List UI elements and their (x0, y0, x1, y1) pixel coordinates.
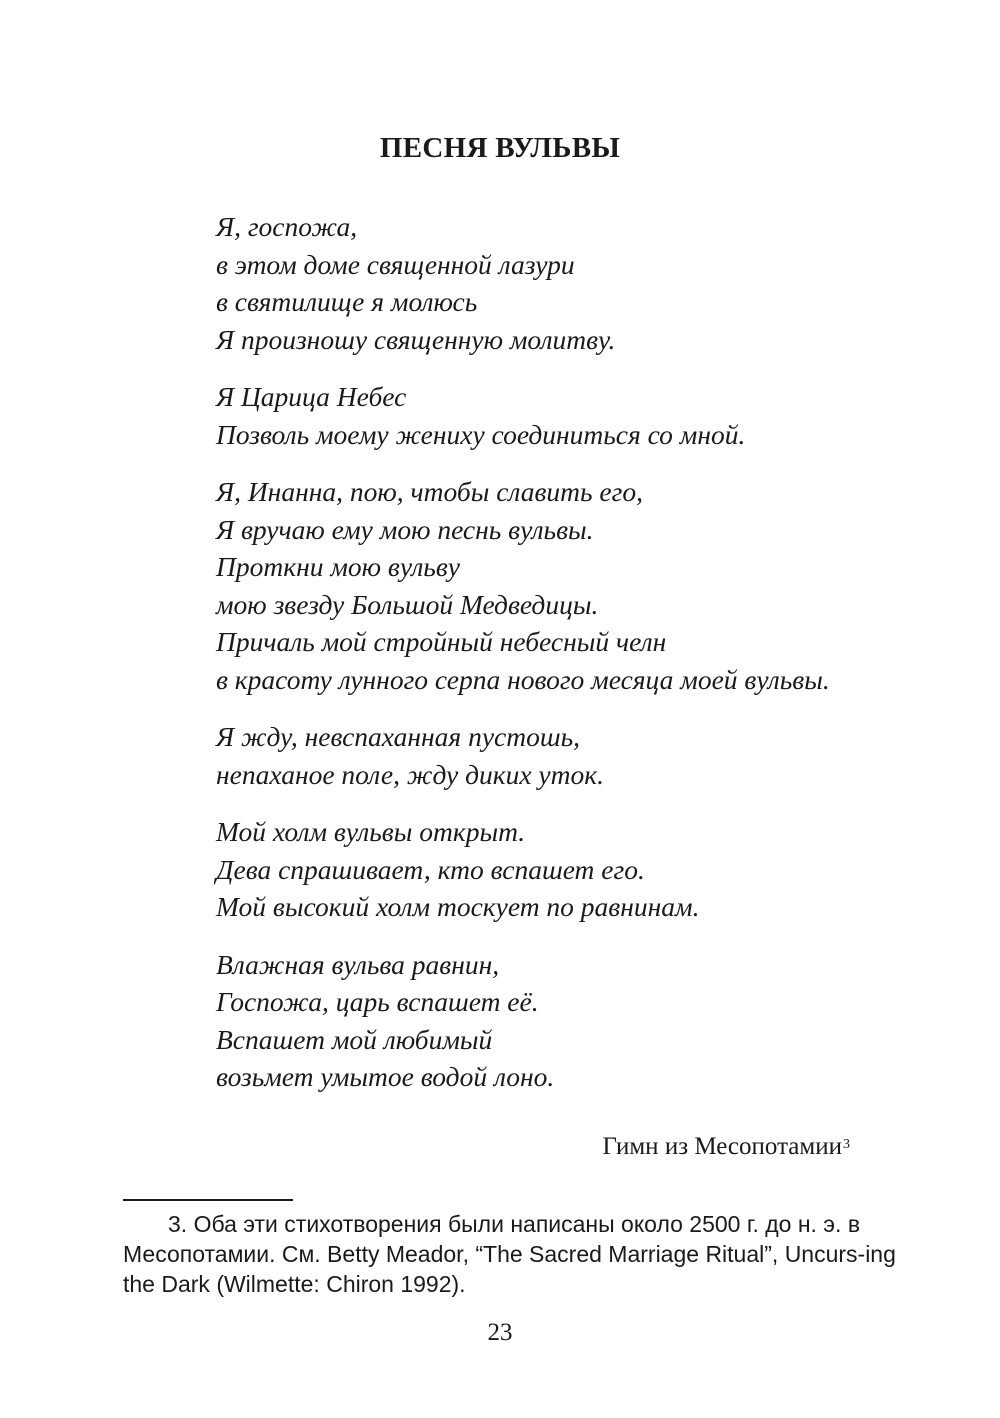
poem-line: Причаль мой стройный небесный челн (216, 626, 667, 657)
poem-line: Дева спрашивает, кто вспашет его. (216, 853, 645, 885)
stanza-1 (216, 208, 916, 358)
poem-line: Вспашет мой любимый (216, 1023, 493, 1055)
footnote-text: Оба эти стихотворения были написаны около 2500 г. до н. э. в Месопотамии. См. Betty Meador, “The Sacred Marriage Ritual”, Uncurs-ing the Dark (Wilmette: Chiron 1992). (123, 1211, 896, 1297)
poem-line: Госпожа, царь вспашет её. (216, 986, 539, 1017)
poem-line: в святилище я молюсь (216, 286, 478, 317)
poem-line: Я произношу священную молитву. (216, 323, 616, 355)
poem-line: Я вручаю ему мою песнь вульвы. (216, 513, 594, 545)
footnote-number: 3. (168, 1211, 188, 1237)
stanza-2 (216, 378, 916, 453)
poem-line: Я, госпожа, (216, 211, 358, 242)
poem-line: в этом доме священной лазури (216, 248, 575, 280)
poem-line: в красоту лунного серпа нового месяца моей вульвы. (216, 663, 830, 695)
footnote-divider (123, 1199, 293, 1201)
poem-title: ПЕСНЯ ВУЛЬВЫ (379, 132, 621, 164)
poem-line: Проткни мою вульву (216, 551, 460, 582)
stanza-6 (216, 946, 916, 1096)
poem-attribution (602, 1131, 850, 1163)
poem-line: Я, Инанна, пою, чтобы славить его, (216, 476, 643, 507)
poem-line: непаханое поле, жду диких уток. (216, 758, 604, 790)
poem-line: Я Царица Небес (216, 381, 407, 412)
poem-body (216, 208, 916, 1116)
poem-line: Позволь моему жениху соединиться со мной. (216, 418, 746, 450)
footnote-reference: 3 (843, 1137, 850, 1152)
poem-line: Мой холм вульвы открыт. (216, 816, 526, 847)
stanza-3 (216, 473, 916, 698)
poem-line: Мой высокий холм тоскует по равнинам. (216, 891, 700, 922)
stanza-5 (216, 813, 916, 926)
poem-line: возьмет умытое водой лоно. (216, 1061, 555, 1092)
footnote (123, 1209, 905, 1299)
stanza-4 (216, 718, 916, 793)
poem-line: Влажная вульва равнин, (216, 948, 500, 980)
attribution-text: Гимн из Месопотамии (602, 1133, 842, 1160)
page-number: 23 (487, 1319, 513, 1346)
poem-line: мою звезду Большой Медведицы. (216, 588, 599, 620)
poem-line: Я жду, невспаханная пустошь, (216, 721, 580, 752)
